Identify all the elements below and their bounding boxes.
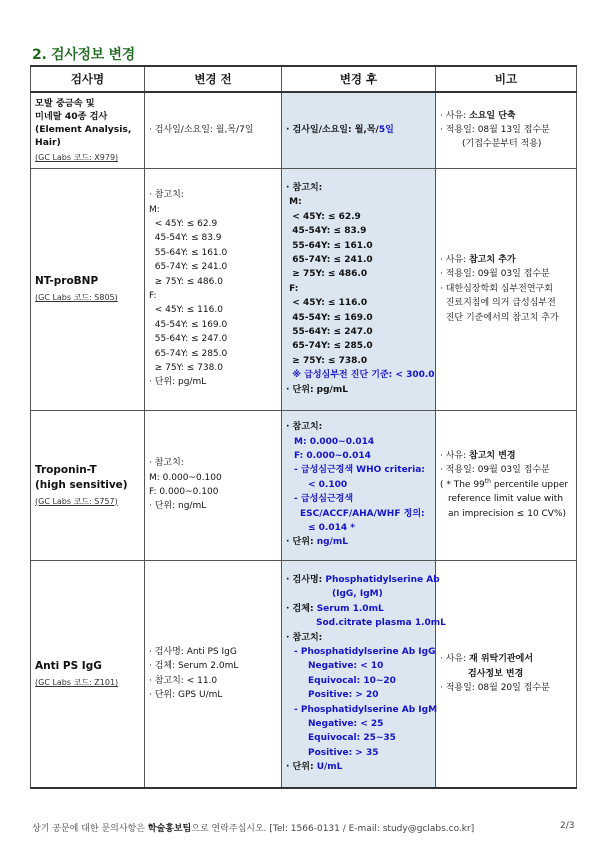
after-line: - 급성심근경색 — [294, 494, 354, 505]
acute-hf-criterion: ※ 급성심부전 진단 기준: < 300.0 — [286, 370, 435, 381]
before-line: 55-64Y: ≤ 161.0 — [149, 247, 228, 258]
after-cell — [282, 560, 446, 788]
after-line: - Phosphatidylserine Ab IgM — [294, 704, 438, 715]
after-line: Positive: > 35 — [308, 747, 379, 758]
header-before: 변경 전 — [145, 66, 282, 92]
after-line: Positive: > 20 — [308, 690, 379, 701]
after-line: F: — [286, 283, 299, 294]
after-line: ≥ 75Y: ≤ 738.0 — [286, 355, 368, 366]
after-line: < 45Y: ≤ 116.0 — [286, 298, 368, 309]
after-line: Sod.citrate plasma 1.0mL — [316, 618, 446, 629]
table-header-row — [31, 66, 577, 92]
test-name-line: Troponin-T — [35, 463, 97, 476]
note-line: ( * The 99th percentile upper — [440, 477, 569, 490]
note-line: (기접수분부터 적용) — [462, 139, 542, 150]
after-line: - 급성심근경색 WHO criteria: — [294, 465, 425, 476]
gc-labs-code: (GC Labs 코드: S757) — [35, 496, 118, 506]
after-line: · 단위: pg/mL — [286, 384, 348, 395]
before-line: 65-74Y: ≤ 241.0 — [149, 262, 228, 273]
after-line: 55-64Y: ≤ 161.0 — [286, 240, 373, 251]
after-line: 45-54Y: ≤ 169.0 — [286, 312, 373, 323]
after-line: · 단위: U/mL — [286, 762, 343, 773]
before-line: 45-54Y: ≤ 83.9 — [149, 233, 222, 244]
note-line: an imprecision ≤ 10 CV%) — [448, 508, 567, 519]
after-line: - Phosphatidylserine Ab IgG — [294, 646, 436, 657]
gc-labs-code: (GC Labs 코드: X979) — [35, 152, 119, 162]
after-line: · 참고치: — [286, 422, 323, 433]
after-line: · 검체: Serum 1.0mL — [286, 603, 384, 614]
before-line: · 참고치: — [149, 458, 184, 469]
before-line: ≥ 75Y: ≤ 738.0 — [149, 363, 223, 374]
after-line: F: 0.000~0.014 — [294, 450, 371, 461]
after-line: 45-54Y: ≤ 83.9 — [286, 226, 367, 237]
before-line: · 단위: GPS U/mL — [149, 690, 223, 701]
after-line: · 단위: ng/mL — [286, 537, 348, 548]
header-after: 변경 후 — [282, 66, 436, 92]
note-line: · 적용일: 08월 13일 접수분 — [440, 125, 550, 136]
note-cell — [436, 168, 577, 410]
test-name-cell — [31, 168, 145, 410]
after-line: Equivocal: 25~35 — [308, 733, 396, 744]
after-line: · 참고치: — [286, 182, 323, 193]
before-line: M: — [149, 204, 160, 215]
before-cell — [145, 560, 282, 788]
test-name-cell — [31, 92, 145, 168]
after-line: 65-74Y: ≤ 285.0 — [286, 341, 373, 352]
before-line: · 참고치: — [149, 190, 184, 201]
test-change-table — [30, 65, 577, 789]
before-line: · 참고치: < 11.0 — [149, 675, 218, 686]
before-line: · 단위: ng/mL — [149, 501, 207, 512]
test-name-line: 모발 중금속 및 — [35, 97, 95, 109]
test-name-line: Anti PS IgG — [35, 659, 102, 672]
after-line: Negative: < 10 — [308, 661, 384, 672]
after-line: · 검사일/소요일: 월,목/5일 — [286, 125, 394, 136]
note-line: · 사유: 소요일 단축 — [440, 110, 516, 121]
note-cell — [436, 92, 577, 168]
after-line: < 45Y: ≤ 62.9 — [286, 211, 361, 222]
note-line: · 적용일: 09월 03일 접수분 — [440, 465, 550, 476]
table-row — [31, 168, 577, 410]
test-name-line: NT-proBNP — [35, 275, 99, 287]
note-line: · 사유: 참고치 변경 — [440, 450, 516, 461]
header-test-name: 검사명 — [31, 66, 145, 92]
test-name-line: 미네랄 40종 검사 — [35, 110, 108, 122]
before-line: · 단위: pg/mL — [149, 377, 207, 388]
section-title: 2. 검사정보 변경 — [32, 47, 135, 63]
before-line: · 검체: Serum 2.0mL — [149, 661, 239, 672]
before-line: 55-64Y: ≤ 247.0 — [149, 334, 228, 345]
note-cell — [436, 410, 577, 560]
after-line: ≥ 75Y: ≤ 486.0 — [286, 269, 368, 280]
before-line: ≥ 75Y: ≤ 486.0 — [149, 276, 223, 287]
note-line: 진료지침에 의거 급성심부전 — [440, 298, 556, 309]
gc-labs-code: (GC Labs 코드: S805) — [35, 293, 118, 302]
before-line: · 검사명: Anti PS IgG — [149, 646, 237, 657]
before-cell — [145, 168, 282, 410]
table-row — [31, 560, 577, 788]
table-row — [31, 410, 577, 560]
before-cell — [145, 92, 282, 168]
after-line: ESC/ACCF/AHA/WHF 정의: — [300, 508, 425, 519]
note-cell — [436, 560, 577, 788]
after-line: M: 0.000~0.014 — [294, 436, 375, 447]
before-line: < 45Y: ≤ 62.9 — [149, 218, 218, 229]
note-line: · 대한심장학회 심부전연구회 — [440, 283, 553, 294]
after-line: ≤ 0.014 * — [308, 523, 355, 534]
note-line: · 적용일: 08월 20일 접수분 — [440, 682, 550, 693]
after-line: M: — [286, 197, 302, 208]
after-line: Negative: < 25 — [308, 718, 384, 729]
team-name: 학술홍보팀 — [147, 824, 192, 834]
before-line: F: 0.000~0.100 — [149, 487, 219, 497]
after-line: (IgG, IgM) — [332, 589, 383, 600]
test-name-cell — [31, 560, 145, 788]
note-line: · 사유: 참고치 추가 — [440, 254, 516, 265]
after-line: · 검사명: Phosphatidylserine Ab — [286, 574, 440, 585]
test-name-cell — [31, 410, 145, 560]
before-line: < 45Y: ≤ 116.0 — [149, 305, 223, 316]
after-cell — [282, 92, 436, 168]
after-cell — [282, 168, 436, 410]
footer-contact: 상기 공문에 대한 문의사항은 학술홍보팀으로 연락주십시오. [Tel: 1566-0131 / E-mail: study@gclabs.co.kr] — [32, 824, 475, 834]
after-cell — [282, 410, 436, 560]
note-line: 진단 기준에서의 참고치 추가 — [440, 312, 559, 323]
page-number: 2/3 — [560, 821, 575, 831]
note-line: 검사정보 변경 — [468, 668, 524, 679]
note-line: · 적용일: 09월 03일 접수분 — [440, 269, 550, 280]
changed-value: 5일 — [378, 125, 394, 136]
before-line: 45-54Y: ≤ 169.0 — [149, 319, 228, 330]
after-line: < 0.100 — [308, 479, 348, 490]
test-name-line: (high sensitive) — [35, 478, 128, 491]
after-line: 65-74Y: ≤ 241.0 — [286, 254, 373, 265]
before-line: · 검사일/소요일: 월,목/7일 — [149, 125, 254, 136]
table-row — [31, 92, 577, 168]
after-line: 55-64Y: ≤ 247.0 — [286, 327, 373, 338]
before-line: F: — [149, 291, 157, 301]
before-line: M: 0.000~0.100 — [149, 472, 222, 483]
after-line: Equivocal: 10~20 — [308, 675, 396, 686]
test-name-line: (Element Analysis, Hair) — [35, 123, 132, 148]
before-line: 65-74Y: ≤ 285.0 — [149, 348, 228, 359]
note-line: reference limit value with — [448, 494, 564, 505]
gc-labs-code: (GC Labs 코드: Z101) — [35, 677, 119, 687]
note-line: · 사유: 재 위탁기관에서 — [440, 654, 534, 665]
header-note: 비고 — [436, 66, 577, 92]
after-line: · 참고치: — [286, 632, 323, 643]
before-cell — [145, 410, 282, 560]
